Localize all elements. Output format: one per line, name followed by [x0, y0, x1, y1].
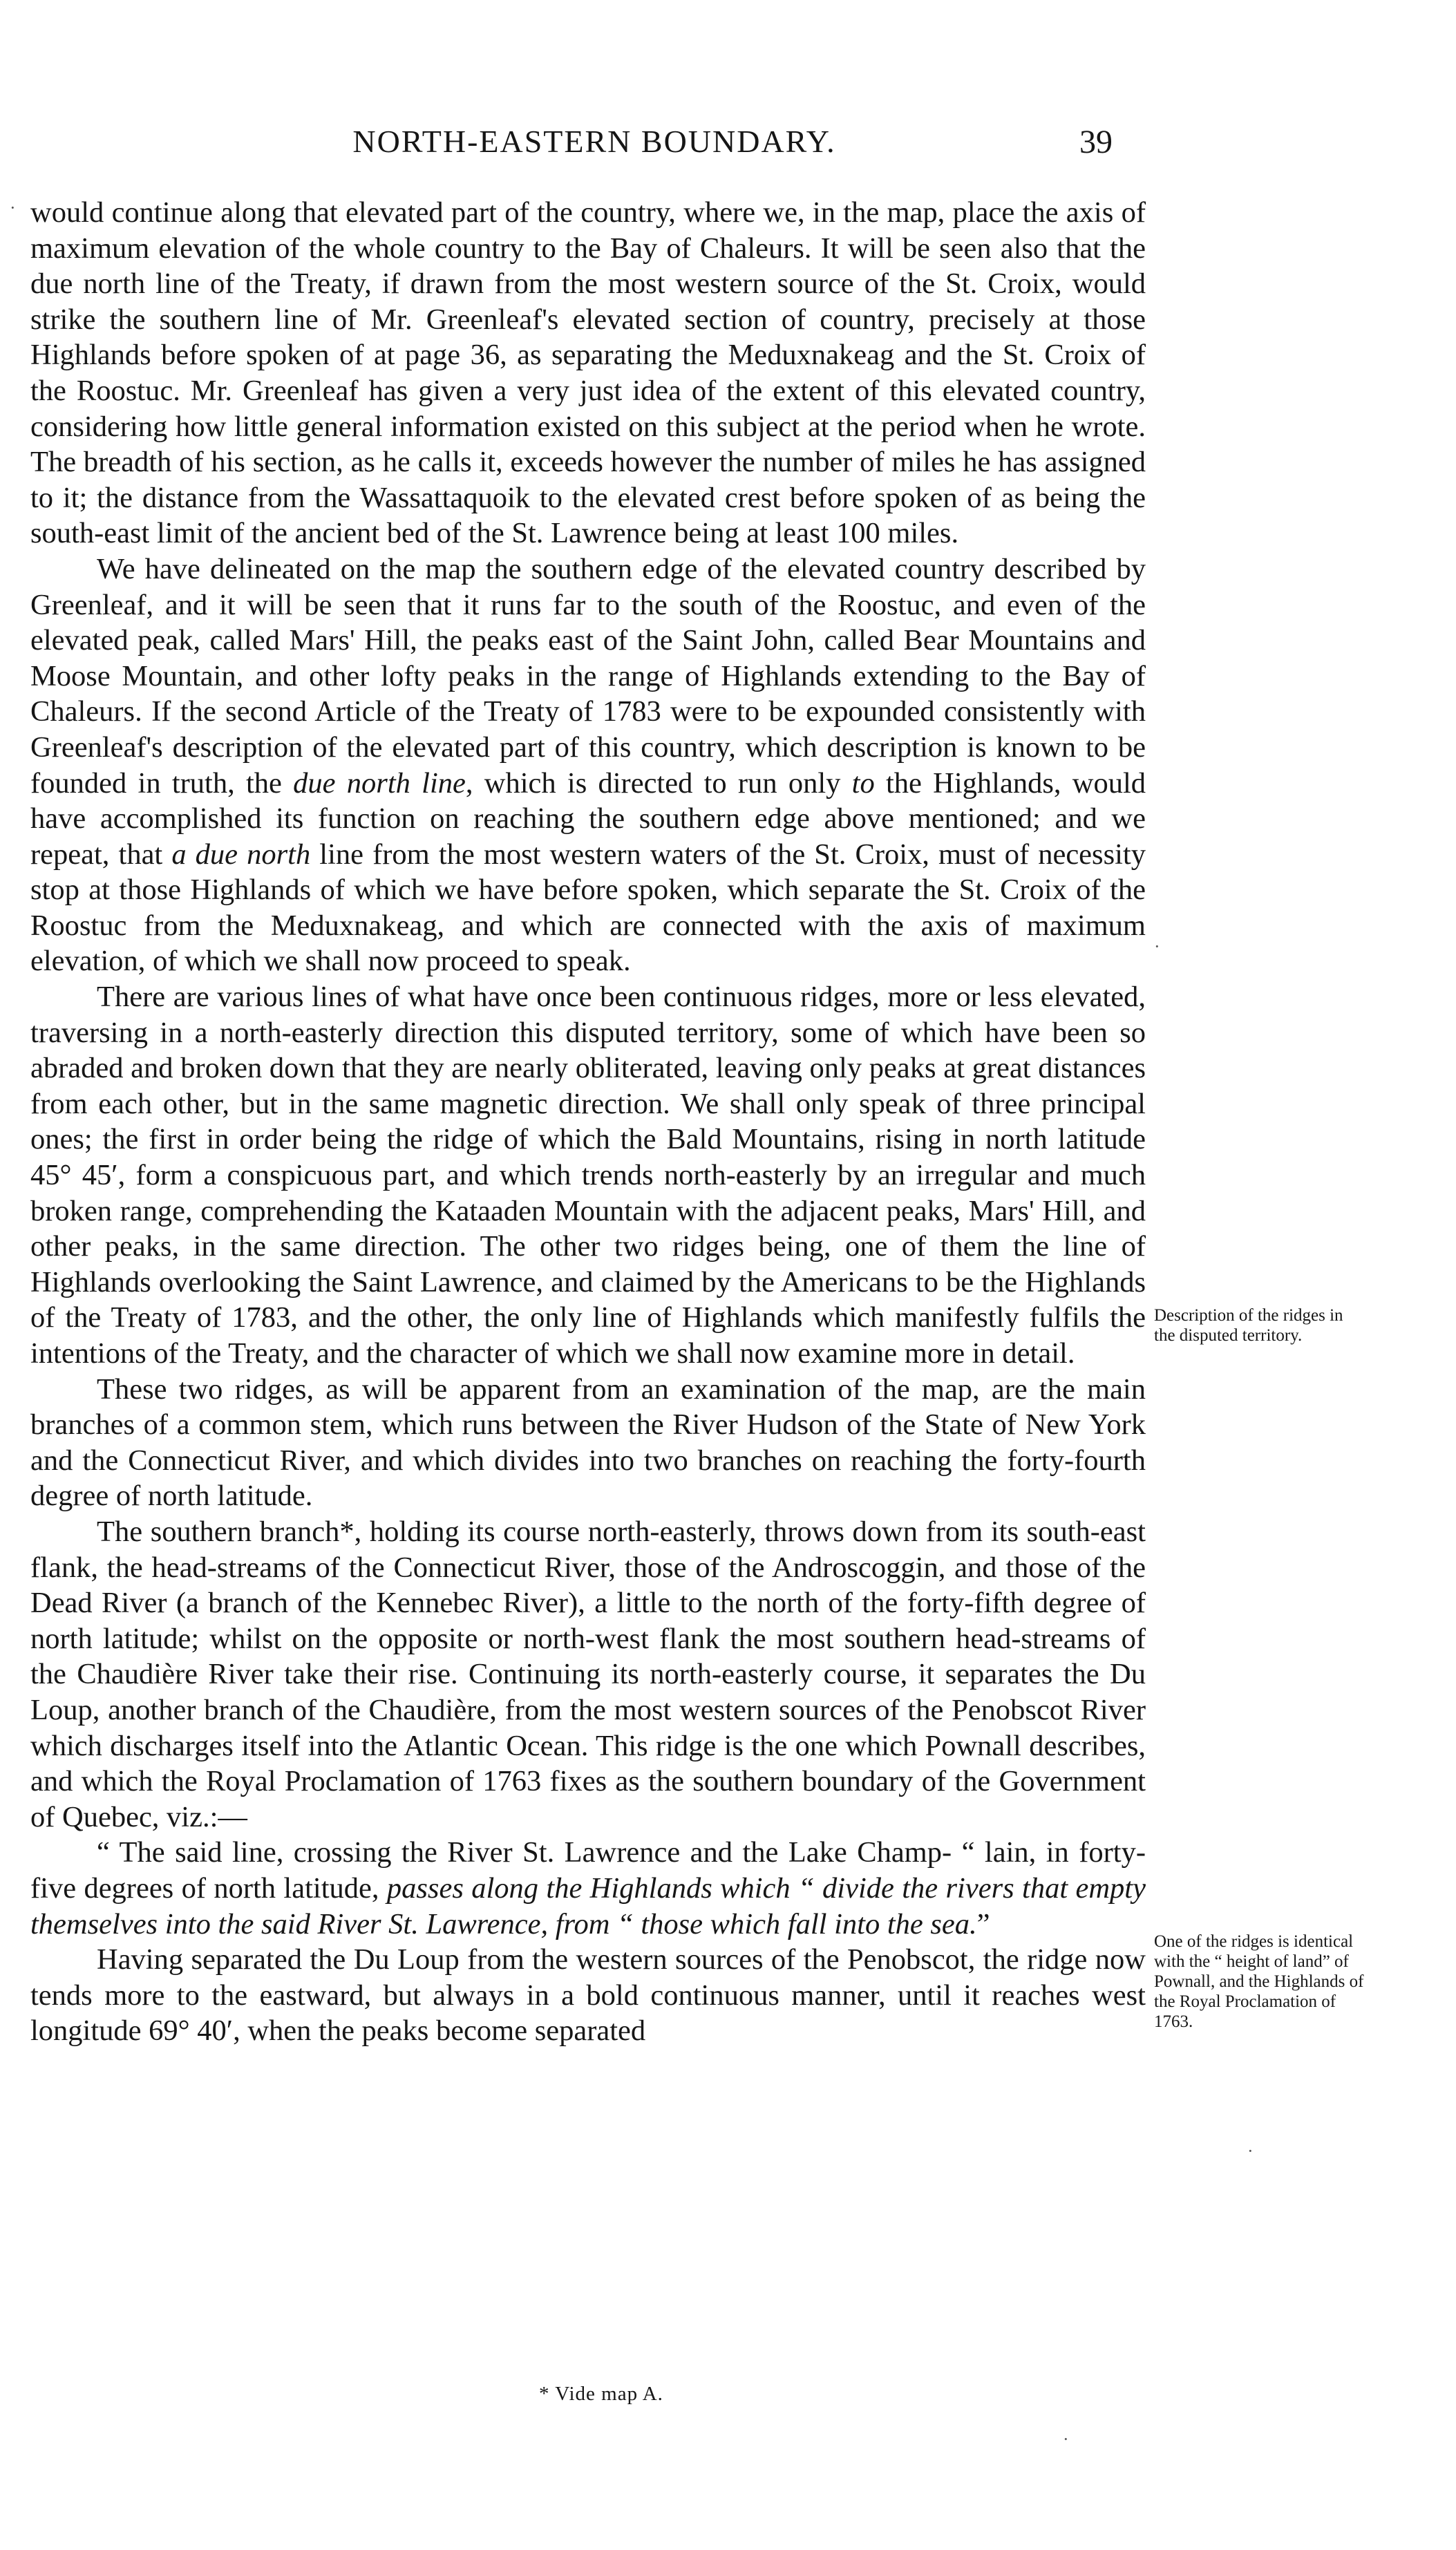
paragraph-2-text-b: , which is directed to run only — [465, 766, 852, 800]
paragraph-5: The southern branch*, holding its course north-easterly, throws down from its south-east flank, the head-streams of the Connecticut River, those of the Androscoggin, and those of the Dead River (a branch of the Kennebec River), a little to the north of the forty-fifth degree of north latitude; whilst on the opposite or north-west flank the most southern head-streams of the Chaudière River take their rise. Continuing its north-easterly course, it separates the Du Loup, another branch of the Chaudière, from the most western sources of the Penobscot River which discharges itself into the Atlantic Ocean. This ridge is the one which Pownall describes, and which the Royal Proclamation of 1763 fixes as the southern boundary of the Government of Quebec, viz.:— — [30, 1515, 1146, 1833]
paragraph-2-emphasis-due-north-line: due north line — [293, 766, 466, 800]
print-speck: · — [1247, 2141, 1254, 2161]
paragraph-2-emphasis-a-due-north: a due north — [171, 838, 311, 871]
paragraph-2 — [30, 551, 1146, 979]
print-speck: · — [1154, 936, 1160, 956]
margin-note-ridges: Description of the ridges in the disputed territory. — [1154, 1306, 1343, 1345]
paragraph-7: Having separated the Du Loup from the western sources of the Penobscot, the ridge now tends more to the eastward, but always in a bold continuous manner, until it reaches west longitude 69° 40′, when the peaks become separated — [30, 1943, 1146, 2048]
paragraph-4: These two ridges, as will be apparent from an examination of the map, are the main branches of a common stem, which runs between the River Hudson of the State of New York and the Connecticut River, and which divides into two branches on reaching the forty-fourth degree of north latitude. — [30, 1372, 1146, 1513]
proclamation-quote — [30, 1835, 1146, 1942]
page-number: 39 — [1079, 124, 1113, 160]
margin-note-height-of-land: One of the ridges is identical with the “ height of land” of Pownall, and the Highlands of the Royal Proclamation of 1763. — [1154, 1932, 1364, 2031]
paragraph-2-text-a: We have delineated on the map the southern edge of the elevated country described by Greenleaf, and it will be seen that it runs far to the south of the Roostuc, and even of the elevated peak, called Mars' Hill, the peaks east of the Saint John, called Bear Mountains and Moose Mountain, and other lofty peaks in the range of Highlands extending to the Bay of Chaleurs. If the second Article of the Treaty of 1783 were to be expounded consistently with Greenleaf's description of the elevated part of this country, which description is known to be founded in truth, the — [30, 552, 1146, 800]
paragraph-2-text-c: the Highlands, would have accomplished its function on reaching the southern edge above mentioned; and we repeat, that — [30, 766, 1146, 871]
quote-text-b: ” — [976, 1907, 990, 1940]
footnote: * Vide map A. — [539, 2383, 663, 2405]
paragraph-1: would continue along that elevated part of the country, where we, in the map, place the axis of maximum elevation of the whole country to the Bay of Chaleurs. It will be seen also that the due north line of the Treaty, if drawn from the most western source of the St. Croix, would strike the southern line of Mr. Greenleaf's elevated section of country, precisely at those Highlands before spoken of at page 36, as separating the Meduxnakeag and the St. Croix of the Roostuc. Mr. Greenleaf has given a very just idea of the extent of this elevated country, considering how little general information existed on this subject at the period when he wrote. The breadth of his section, as he calls it, exceeds however the number of miles he has assigned to it; the distance from the Wassattaquoik to the elevated crest before spoken of as being the south-east limit of the ancient bed of the St. Lawrence being at least 100 miles. — [30, 196, 1146, 550]
print-speck: · — [1063, 2429, 1069, 2449]
paragraph-2-text-d: line from the most western waters of the St. Croix, must of necessity stop at those Highlands of which we have before spoken, which separate the St. Croix of the Roostuc from the Meduxnakeag, and which are connected with the axis of maximum elevation, of which we shall now proceed to speak. — [30, 838, 1146, 978]
paragraph-2-emphasis-to: to — [851, 766, 875, 800]
quote-emphasis: passes along the Highlands which “ divide the rivers that empty themselves into the said River St. Lawrence, from “ those which fall into the sea. — [30, 1871, 1146, 1940]
print-speck: · — [10, 198, 16, 218]
quote-text-a: “ The said line, crossing the River St. Lawrence and the Lake Champ- “ lain, in forty-five degrees of north latitude, — [30, 1836, 1146, 1905]
running-head: NORTH-EASTERN BOUNDARY. — [352, 124, 836, 159]
paragraph-3: There are various lines of what have once been continuous ridges, more or less elevated, traversing in a north-easterly direction this disputed territory, some of which have been so abraded and broken down that they are nearly obliterated, leaving only peaks at great distances from each other, but in the same magnetic direction. We shall only speak of three principal ones; the first in order being the ridge of which the Bald Mountains, rising in north latitude 45° 45′, form a conspicuous part, and which trends north-easterly by an irregular and much broken range, comprehending the Kataaden Mountain with the adjacent peaks, Mars' Hill, and other peaks, in the same direction. The other two ridges being, one of them the line of Highlands overlooking the Saint Lawrence, and claimed by the Americans to be the Highlands of the Treaty of 1783, and the other, the only line of Highlands which manifestly fulfils the intentions of the Treaty, and the character of which we shall now examine more in detail. — [30, 981, 1146, 1370]
body-text — [30, 195, 1146, 2049]
